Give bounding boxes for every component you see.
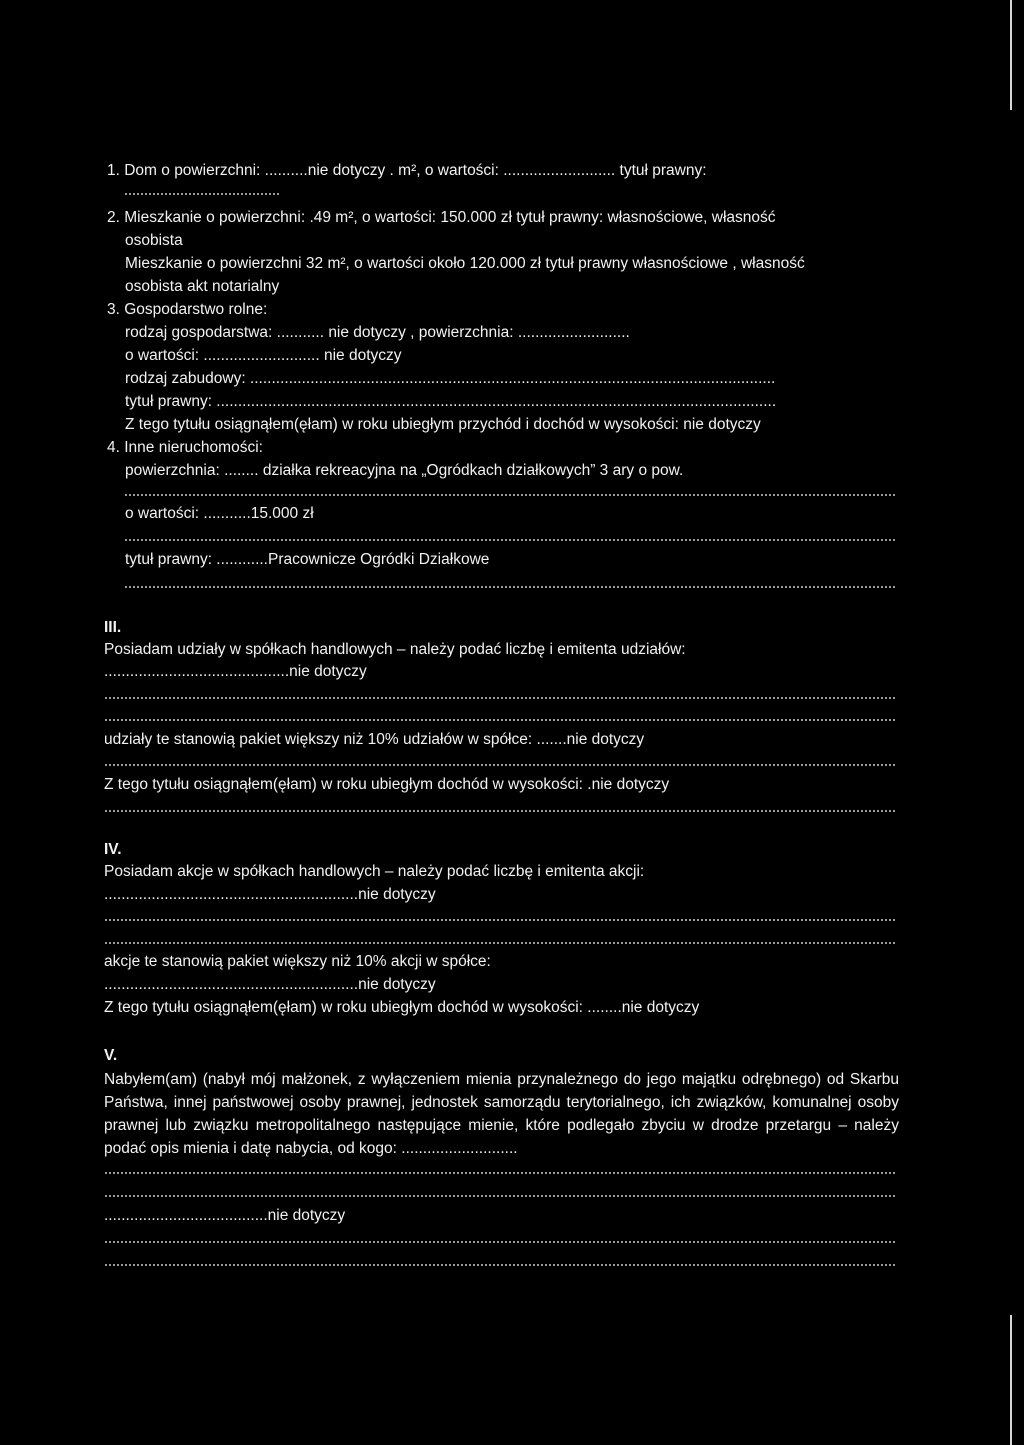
shares-value-line: ...........................................nie dotyczy (104, 663, 367, 680)
dotted-fill (104, 719, 895, 721)
shares-package-line: udziały te stanowią pakiet większy niż 10% udziałów w spółce: .......nie dotyczy (104, 731, 645, 748)
stocks-package-line: akcje te stanowią pakiet większy niż 10% akcji w spółce: (104, 953, 491, 970)
acquisition-paragraph: Nabyłem(am) (nabył mój małżonek, z wyłączeniem mienia przynależnego do jego majątku odrębnego) od Skarbu Państwa, innej państwowej osoby prawnej, jednostek samorządu terytorialnego, ich związków, komunalnej osoby prawnej lub związku metropolitalnego następujące mienie, które podlegało zbyciu w drodze przetargu – należy podać opis mienia i datę nabycia, od kogo: ........................... (104, 1071, 899, 1157)
dotted-fill (104, 697, 895, 699)
house-line: 1. Dom o powierzchni: ..........nie dotyczy . m², o wartości: .......................... tytuł prawny: (107, 162, 707, 179)
acquisition-value-line: ......................................nie dotyczy (104, 1207, 346, 1224)
apartment-line-2: Mieszkanie o powierzchni 32 m², o wartości około 120.000 zł tytuł prawny własnościowe , własność (125, 255, 805, 272)
dotted-fill (104, 1195, 895, 1197)
other-value-line: o wartości: ...........15.000 zł (125, 505, 314, 522)
stocks-income-line: Z tego tytułu osiągnąłem(ęłam) w roku ubiegłym dochód w wysokości: ........nie dotyczy (104, 999, 700, 1016)
dotted-fill (104, 810, 895, 812)
shares-income-line: Z tego tytułu osiągnąłem(ęłam) w roku ubiegłym dochód w wysokości: .nie dotyczy (104, 776, 670, 793)
farm-buildings-line: rodzaj zabudowy: .......................................................................................................................... (125, 370, 776, 387)
stocks-package-value-line: ...........................................................nie dotyczy (104, 976, 436, 993)
scan-edge-line (1010, 0, 1012, 110)
apartment-line-1-cont: osobista (125, 232, 183, 249)
other-area-line: powierzchnia: ........ działka rekreacyjna na „Ogródkach działkowych” 3 ary o pow. (125, 462, 684, 479)
dotted-fill (104, 1172, 895, 1174)
stocks-value-line: ...........................................................nie dotyczy (104, 886, 436, 903)
other-property-heading: 4. Inne nieruchomości: (107, 439, 263, 456)
section-iii-heading: III. (104, 619, 122, 636)
dotted-fill (104, 919, 895, 921)
farm-title-line: tytuł prawny: .................................................................................................................................. (125, 393, 777, 410)
dotted-fill (124, 494, 895, 496)
farm-income-line: Z tego tytułu osiągnąłem(ęłam) w roku ubiegłym przychód i dochód w wysokości: nie dotyczy (125, 416, 761, 433)
stocks-line: Posiadam akcje w spółkach handlowych – należy podać liczbę i emitenta akcji: (104, 863, 645, 880)
dotted-fill (104, 1264, 895, 1266)
farm-heading: 3. Gospodarstwo rolne: (107, 301, 268, 318)
scan-edge-line (1010, 1315, 1012, 1445)
dotted-fill (104, 764, 895, 766)
apartment-line-2-cont: osobista akt notarialny (125, 278, 280, 295)
farm-type-line: rodzaj gospodarstwa: ........... nie dotyczy , powierzchnia: .......................... (125, 324, 630, 341)
section-v-heading: V. (104, 1047, 118, 1064)
other-title-line: tytuł prawny: ............Pracownicze Ogródki Działkowe (125, 551, 490, 568)
dotted-fill (104, 942, 895, 944)
dotted-fill (124, 539, 895, 541)
apartment-line-1: 2. Mieszkanie o powierzchni: .49 m², o wartości: 150.000 zł tytuł prawny: własnościowe, własność (107, 209, 776, 226)
section-iv-heading: IV. (104, 841, 122, 858)
dotted-fill (124, 586, 895, 588)
dotted-fill (124, 193, 279, 195)
farm-value-line: o wartości: ........................... nie dotyczy (125, 347, 402, 364)
shares-line: Posiadam udziały w spółkach handlowych – należy podać liczbę i emitenta udziałów: (104, 641, 686, 658)
dotted-fill (104, 1241, 895, 1243)
